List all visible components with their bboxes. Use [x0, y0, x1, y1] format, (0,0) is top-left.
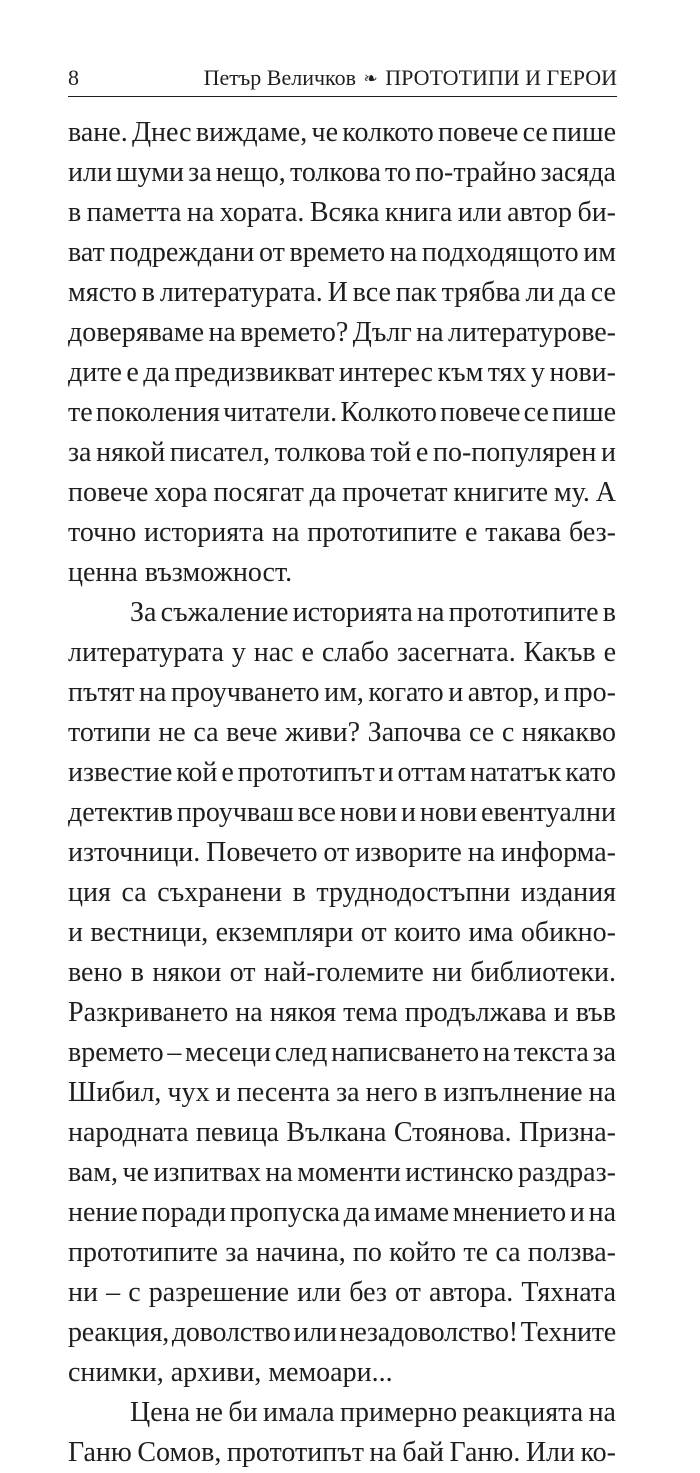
- text-line: ване. Днес виждаме, че колкото повече се пише: [68, 117, 617, 148]
- text-line: пътят на проучването им, когато и автор, и про-: [68, 677, 616, 708]
- text-line: Шибил, чух и песента за него в изпълнение на: [68, 1077, 616, 1108]
- text-line: източници. Повечето от изворите на информа-: [68, 837, 616, 868]
- text-line: вам, че изпитвах на моменти истинско раздраз-: [68, 1157, 616, 1188]
- text-line: Цена не би имала примерно реакцията на: [130, 1397, 616, 1428]
- text-line: място в литературата. И все пак трябва ли да се: [68, 277, 616, 308]
- text-line: литературата у нас е слабо засегната. Какъв е: [68, 637, 616, 668]
- text-line: те поколения читатели. Колкото повече се пише: [68, 397, 616, 428]
- header-rule: [68, 96, 617, 97]
- text-line: известие кой е прототипът и оттам нататък като: [68, 757, 616, 788]
- text-line: Ганю Сомов, прототипът на бай Ганю. Или ко-: [68, 1437, 616, 1468]
- text-line: нение поради пропуска да имаме мнението и на: [68, 1197, 616, 1228]
- text-line: За съжаление историята на прототипите в: [130, 597, 616, 628]
- text-line: тотипи не са вече живи? Започва се с някакво: [68, 717, 616, 748]
- text-line: Разкриването на някоя тема продължава и във: [68, 997, 616, 1028]
- fleuron-icon: ❧: [363, 69, 378, 88]
- text-line: ценна възможност.: [68, 557, 293, 588]
- text-line: ват подреждани от времето на подходящото им: [68, 237, 616, 268]
- text-line: дите е да предизвикват интерес към тях у нови-: [68, 357, 616, 388]
- text-line: реакция, доволство или незадоволство! Техните: [68, 1317, 616, 1348]
- text-line: времето – месеци след написването на текста за: [68, 1037, 616, 1068]
- text-line: или шуми за нещо, толкова то по-трайно засяда: [68, 157, 616, 188]
- text-line: и вестници, екземпляри от които има обикно-: [68, 917, 616, 948]
- text-line: доверяваме на времето? Дълг на литературове-: [68, 317, 617, 348]
- text-line: снимки, архиви, мемоари...: [68, 1357, 393, 1388]
- text-line: ция са съхранени в труднодостъпни издания: [68, 877, 616, 908]
- text-line: народната певица Вълкана Стоянова. Призна-: [68, 1117, 616, 1148]
- text-line: детектив проучваш все нови и нови евентуални: [68, 797, 616, 828]
- text-line: в паметта на хората. Всяка книга или автор би-: [68, 197, 616, 228]
- text-line: ни – с разрешение или без от автора. Тяхната: [68, 1277, 616, 1308]
- body-text: [68, 113, 616, 1473]
- running-title: [204, 64, 617, 94]
- text-line: прототипите за начина, по който те са ползва-: [68, 1237, 616, 1268]
- header-author: Петър Величков: [203, 65, 356, 90]
- text-line: точно историята на прототипите е такава без-: [68, 517, 616, 548]
- page-number: 8: [68, 65, 79, 90]
- text-line: вено в някои от най-големите ни библиотеки.: [68, 957, 616, 988]
- text-line: повече хора посягат да прочетат книгите му. А: [68, 477, 616, 508]
- text-line: за някой писател, толкова той е по-популярен и: [68, 437, 616, 468]
- running-head: [68, 64, 617, 92]
- header-book-title: ПРОТОТИПИ И ГЕРОИ: [385, 65, 617, 90]
